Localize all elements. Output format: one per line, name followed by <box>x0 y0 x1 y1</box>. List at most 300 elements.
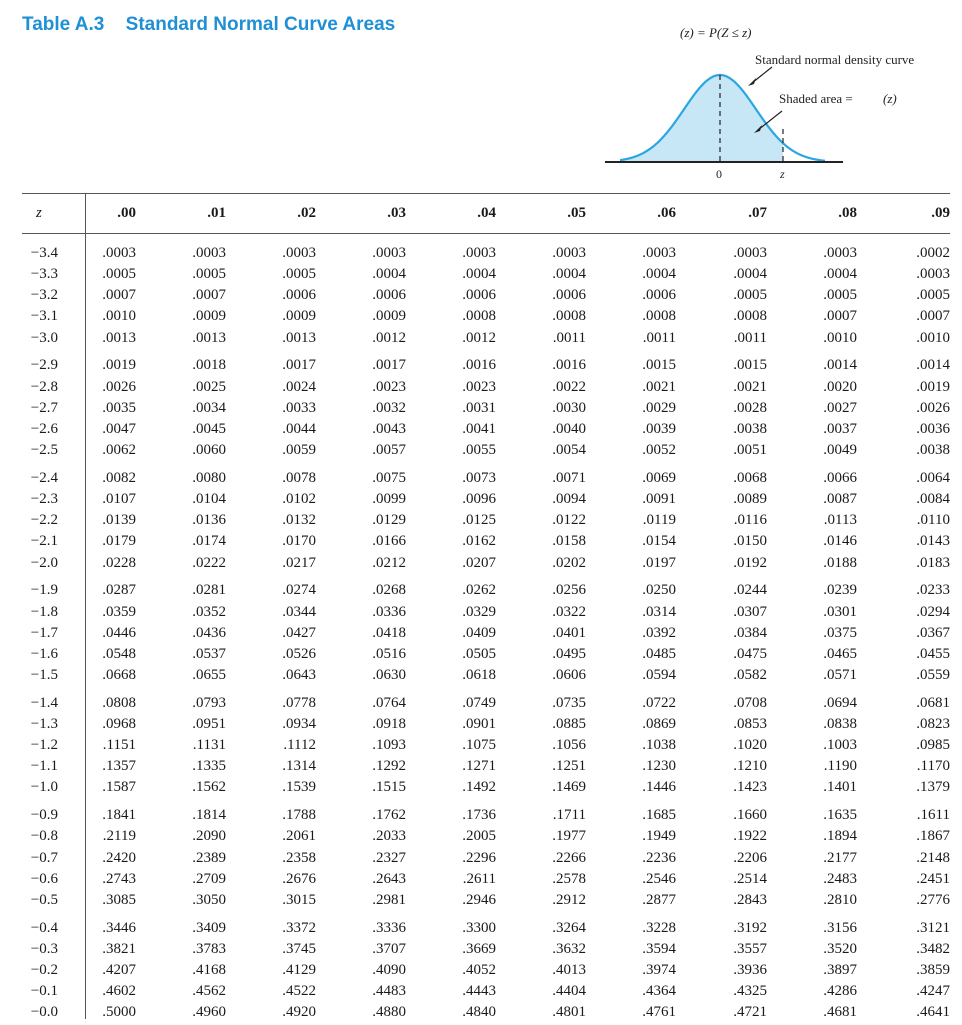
area-value: .2005 <box>462 828 496 845</box>
area-value: .3372 <box>282 919 316 936</box>
area-value: .0039 <box>642 420 676 437</box>
area-value: .1314 <box>282 758 316 775</box>
z-value: −2.7 <box>30 399 58 416</box>
area-value: .0057 <box>372 442 406 459</box>
column-header: .05 <box>567 205 586 221</box>
area-value: .0708 <box>733 694 767 711</box>
area-value: .0003 <box>552 245 586 261</box>
area-value: .0008 <box>642 308 676 325</box>
area-value: .0014 <box>916 357 950 374</box>
area-value: .2514 <box>733 870 767 887</box>
area-value: .0078 <box>282 469 316 486</box>
area-value: .0024 <box>282 378 316 395</box>
column-header: .07 <box>748 205 767 221</box>
area-value: .4443 <box>462 983 496 1000</box>
area-value: .0110 <box>916 512 950 529</box>
z-value: −2.1 <box>30 533 58 550</box>
area-value: .2743 <box>102 870 136 887</box>
area-value: .4090 <box>372 962 406 978</box>
table-row <box>22 421 950 442</box>
table-row <box>22 533 950 554</box>
area-value: .4247 <box>916 983 950 1000</box>
area-value: .0968 <box>102 715 136 732</box>
area-value: .0059 <box>282 442 316 459</box>
area-value: .1423 <box>733 779 767 796</box>
area-value: .0025 <box>192 378 226 395</box>
area-value: .0011 <box>552 329 586 346</box>
area-value: .3859 <box>916 962 950 978</box>
area-value: .0630 <box>372 666 406 683</box>
area-value: .4880 <box>372 1004 406 1021</box>
area-value: .0202 <box>552 554 586 571</box>
area-value: .0054 <box>552 442 586 459</box>
area-value: .0010 <box>102 308 136 325</box>
table-row <box>22 646 950 667</box>
area-value: .0003 <box>642 245 676 261</box>
area-value: .4286 <box>823 983 857 1000</box>
table-row <box>22 779 950 800</box>
area-value: .1635 <box>823 807 857 824</box>
table-row <box>22 625 950 646</box>
area-value: .0808 <box>102 694 136 711</box>
area-value: .0031 <box>462 399 496 416</box>
z-value: −0.2 <box>30 962 58 978</box>
area-value: .3300 <box>462 919 496 936</box>
column-header: .06 <box>657 205 676 221</box>
area-value: .3409 <box>192 919 226 936</box>
area-value: .0013 <box>192 329 226 346</box>
area-value: .0006 <box>552 287 586 304</box>
area-value: .4920 <box>282 1004 316 1021</box>
z-value: −0.6 <box>30 870 58 887</box>
area-value: .3594 <box>642 940 676 957</box>
table-row <box>22 400 950 421</box>
area-value: .0009 <box>372 308 406 325</box>
area-value: .2358 <box>282 849 316 866</box>
area-value: .0384 <box>733 624 767 641</box>
area-value: .1170 <box>916 758 950 775</box>
area-value: .0040 <box>552 420 586 437</box>
area-value: .0764 <box>372 694 406 711</box>
area-value: .0066 <box>823 469 857 486</box>
z-value: −3.3 <box>30 266 58 283</box>
area-value: .2206 <box>733 849 767 866</box>
area-value: .0132 <box>282 512 316 529</box>
area-value: .0033 <box>282 399 316 416</box>
table-row <box>22 828 950 849</box>
area-value: .2810 <box>823 891 857 908</box>
area-value: .1711 <box>552 807 586 824</box>
area-value: .1611 <box>916 807 950 824</box>
area-value: .0401 <box>552 624 586 641</box>
table-name: Standard Normal Curve Areas <box>125 14 396 35</box>
area-value: .0012 <box>462 329 496 346</box>
z-value: −1.0 <box>30 779 58 796</box>
normal-curve-figure <box>600 15 955 190</box>
area-value: .0244 <box>733 582 767 599</box>
table-row <box>22 491 950 512</box>
area-value: .0091 <box>642 491 676 508</box>
area-value: .0129 <box>372 512 406 529</box>
area-value: .2709 <box>192 870 226 887</box>
table-row <box>22 245 950 266</box>
table-row <box>22 850 950 871</box>
area-value: .0537 <box>192 645 226 662</box>
area-value: .0793 <box>192 694 226 711</box>
area-value: .0032 <box>372 399 406 416</box>
table-row <box>22 512 950 533</box>
area-value: .3936 <box>733 962 767 978</box>
area-value: .0006 <box>282 287 316 304</box>
area-value: .0233 <box>916 582 950 599</box>
area-value: .3669 <box>462 940 496 957</box>
area-value: .2266 <box>552 849 586 866</box>
area-value: .0559 <box>916 666 950 683</box>
area-value: .0526 <box>282 645 316 662</box>
table-row <box>22 716 950 737</box>
table-row <box>22 470 950 491</box>
area-value: .3745 <box>282 940 316 957</box>
area-value: .2389 <box>192 849 226 866</box>
area-value: .0367 <box>916 624 950 641</box>
area-value: .0087 <box>823 491 857 508</box>
area-value: .0885 <box>552 715 586 732</box>
area-value: .0722 <box>642 694 676 711</box>
area-value: .4960 <box>192 1004 226 1021</box>
area-value: .1492 <box>462 779 496 796</box>
area-value: .0375 <box>823 624 857 641</box>
area-value: .0008 <box>733 308 767 325</box>
area-value: .0427 <box>282 624 316 641</box>
area-value: .0116 <box>733 512 767 529</box>
area-value: .0571 <box>823 666 857 683</box>
area-value: .0051 <box>733 442 767 459</box>
area-value: .0418 <box>372 624 406 641</box>
area-value: .0643 <box>282 666 316 683</box>
area-value: .0274 <box>282 582 316 599</box>
area-value: .0281 <box>192 582 226 599</box>
area-value: .1210 <box>733 758 767 775</box>
table-row <box>22 737 950 758</box>
area-value: .2177 <box>823 849 857 866</box>
area-value: .0004 <box>552 266 586 283</box>
area-value: .0082 <box>102 469 136 486</box>
area-value: .1075 <box>462 737 496 754</box>
area-value: .1515 <box>372 779 406 796</box>
area-value: .1251 <box>552 758 586 775</box>
z-value: −3.1 <box>30 308 58 325</box>
area-value: .0869 <box>642 715 676 732</box>
area-value: .4168 <box>192 962 226 978</box>
area-value: .4013 <box>552 962 586 978</box>
area-value: .0017 <box>282 357 316 374</box>
column-header: .02 <box>297 205 316 221</box>
area-value: .0017 <box>372 357 406 374</box>
area-value: .0023 <box>372 378 406 395</box>
column-header: .03 <box>387 205 406 221</box>
table-row <box>22 758 950 779</box>
area-value: .0287 <box>102 582 136 599</box>
area-value: .4721 <box>733 1004 767 1021</box>
area-value: .0250 <box>642 582 676 599</box>
area-value: .2483 <box>823 870 857 887</box>
area-value: .1788 <box>282 807 316 824</box>
z-value: −0.7 <box>30 849 58 866</box>
area-value: .0060 <box>192 442 226 459</box>
area-value: .0044 <box>282 420 316 437</box>
area-value: .0336 <box>372 603 406 620</box>
table-row <box>22 871 950 892</box>
area-value: .2296 <box>462 849 496 866</box>
area-value: .0062 <box>102 442 136 459</box>
area-value: .0004 <box>733 266 767 283</box>
area-value: .2611 <box>462 870 496 887</box>
area-value: .1539 <box>282 779 316 796</box>
area-value: .2643 <box>372 870 406 887</box>
shaded-symbol: (z) <box>883 91 897 106</box>
area-value: .0026 <box>916 399 950 416</box>
area-value: .3156 <box>823 919 857 936</box>
column-header: .01 <box>207 205 226 221</box>
area-value: .1814 <box>192 807 226 824</box>
table-row <box>22 442 950 463</box>
area-value: .0005 <box>282 266 316 283</box>
table-top-rule <box>22 193 950 194</box>
area-value: .0162 <box>462 533 496 550</box>
area-value: .0018 <box>192 357 226 374</box>
area-value: .0951 <box>192 715 226 732</box>
area-value: .0166 <box>372 533 406 550</box>
area-value: .0322 <box>552 603 586 620</box>
area-value: .0035 <box>102 399 136 416</box>
area-value: .2451 <box>916 870 950 887</box>
header-rule <box>22 233 950 234</box>
shaded-label: Shaded area = <box>779 91 853 106</box>
area-value: .1335 <box>192 758 226 775</box>
area-value: .0228 <box>102 554 136 571</box>
area-value: .2946 <box>462 891 496 908</box>
area-value: .0080 <box>192 469 226 486</box>
area-value: .0901 <box>462 715 496 732</box>
z-value: −3.0 <box>30 329 58 346</box>
area-value: .3015 <box>282 891 316 908</box>
area-value: .0222 <box>192 554 226 571</box>
area-value: .0188 <box>823 554 857 571</box>
area-value: .0694 <box>823 694 857 711</box>
area-value: .0475 <box>733 645 767 662</box>
area-value: .0329 <box>462 603 496 620</box>
area-value: .0047 <box>102 420 136 437</box>
z-value: −2.2 <box>30 512 58 529</box>
area-value: .1922 <box>733 828 767 845</box>
area-value: .1469 <box>552 779 586 796</box>
area-value: .0003 <box>823 245 857 261</box>
area-value: .0064 <box>916 469 950 486</box>
table-row <box>22 604 950 625</box>
area-value: .1056 <box>552 737 586 754</box>
area-value: .0013 <box>102 329 136 346</box>
table-title <box>22 14 395 36</box>
area-value: .0005 <box>192 266 226 283</box>
z-value: −2.6 <box>30 420 58 437</box>
area-value: .2061 <box>282 828 316 845</box>
area-value: .2148 <box>916 849 950 866</box>
area-value: .0041 <box>462 420 496 437</box>
table-row <box>22 941 950 962</box>
area-value: .1562 <box>192 779 226 796</box>
area-value: .1660 <box>733 807 767 824</box>
area-value: .4840 <box>462 1004 496 1021</box>
table-row <box>22 379 950 400</box>
area-value: .0003 <box>282 245 316 261</box>
area-value: .0004 <box>462 266 496 283</box>
area-value: .0436 <box>192 624 226 641</box>
z-value: −0.8 <box>30 828 58 845</box>
area-value: .0207 <box>462 554 496 571</box>
area-value: .0778 <box>282 694 316 711</box>
table-row <box>22 892 950 913</box>
z-value: −3.2 <box>30 287 58 304</box>
area-value: .4364 <box>642 983 676 1000</box>
area-value: .0934 <box>282 715 316 732</box>
area-value: .0294 <box>916 603 950 620</box>
area-value: .0037 <box>823 420 857 437</box>
area-value: .0008 <box>552 308 586 325</box>
area-value: .0183 <box>916 554 950 571</box>
area-value: .1151 <box>102 737 136 754</box>
area-value: .0409 <box>462 624 496 641</box>
area-value: .0075 <box>372 469 406 486</box>
area-value: .0023 <box>462 378 496 395</box>
area-value: .0021 <box>642 378 676 395</box>
table-row <box>22 807 950 828</box>
area-value: .0918 <box>372 715 406 732</box>
area-value: .0009 <box>192 308 226 325</box>
area-value: .0028 <box>733 399 767 416</box>
z-value: −2.0 <box>30 554 58 571</box>
z-value: −1.6 <box>30 645 58 662</box>
z-value: −1.2 <box>30 737 58 754</box>
area-value: .0392 <box>642 624 676 641</box>
area-value: .0012 <box>372 329 406 346</box>
area-value: .3446 <box>102 919 136 936</box>
area-value: .0102 <box>282 491 316 508</box>
area-value: .0239 <box>823 582 857 599</box>
area-value: .1401 <box>823 779 857 796</box>
z-value: −1.1 <box>30 758 58 775</box>
area-value: .3632 <box>552 940 586 957</box>
area-value: .0139 <box>102 512 136 529</box>
area-value: .0143 <box>916 533 950 550</box>
table-row <box>22 962 950 983</box>
area-value: .1230 <box>642 758 676 775</box>
normal-curve-diagram <box>600 15 955 190</box>
area-value: .0011 <box>733 329 767 346</box>
area-value: .0013 <box>282 329 316 346</box>
area-value: .4483 <box>372 983 406 1000</box>
z-value: −1.5 <box>30 666 58 683</box>
area-value: .0038 <box>916 442 950 459</box>
area-value: .1867 <box>916 828 950 845</box>
area-value: .1020 <box>733 737 767 754</box>
area-value: .3482 <box>916 940 950 957</box>
area-value: .0084 <box>916 491 950 508</box>
area-value: .0015 <box>733 357 767 374</box>
z-value: −1.3 <box>30 715 58 732</box>
area-value: .0006 <box>372 287 406 304</box>
area-value: .0212 <box>372 554 406 571</box>
area-value: .0071 <box>552 469 586 486</box>
area-value: .0038 <box>733 420 767 437</box>
table-row <box>22 555 950 576</box>
area-value: .1003 <box>823 737 857 754</box>
area-value: .3557 <box>733 940 767 957</box>
area-value: .2090 <box>192 828 226 845</box>
table-row <box>22 695 950 716</box>
area-value: .1379 <box>916 779 950 796</box>
area-value: .0010 <box>916 329 950 346</box>
area-value: .0068 <box>733 469 767 486</box>
column-header: .04 <box>477 205 496 221</box>
area-value: .4404 <box>552 983 586 1000</box>
area-value: .4207 <box>102 962 136 978</box>
area-value: .0107 <box>102 491 136 508</box>
area-value: .1762 <box>372 807 406 824</box>
area-value: .0008 <box>462 308 496 325</box>
area-value: .0179 <box>102 533 136 550</box>
area-value: .0122 <box>552 512 586 529</box>
area-value: .1112 <box>283 737 316 754</box>
area-value: .2033 <box>372 828 406 845</box>
table-row <box>22 1004 950 1025</box>
area-value: .4761 <box>642 1004 676 1021</box>
area-value: .0009 <box>282 308 316 325</box>
area-value: .0158 <box>552 533 586 550</box>
area-value: .0019 <box>102 357 136 374</box>
area-value: .3085 <box>102 891 136 908</box>
table-row <box>22 667 950 688</box>
area-value: .1736 <box>462 807 496 824</box>
area-value: .0005 <box>102 266 136 283</box>
area-value: .0016 <box>462 357 496 374</box>
area-value: .3192 <box>733 919 767 936</box>
area-value: .0002 <box>916 245 950 261</box>
area-value: .0268 <box>372 582 406 599</box>
area-value: .4681 <box>823 1004 857 1021</box>
area-value: .0150 <box>733 533 767 550</box>
axis-z-label: z <box>780 167 785 181</box>
area-value: .4602 <box>102 983 136 1000</box>
area-value: .0049 <box>823 442 857 459</box>
area-value: .0170 <box>282 533 316 550</box>
area-value: .0307 <box>733 603 767 620</box>
area-value: .4522 <box>282 983 316 1000</box>
table-row <box>22 308 950 329</box>
area-value: .0021 <box>733 378 767 395</box>
area-value: .4641 <box>916 1004 950 1021</box>
z-value: −0.1 <box>30 983 58 1000</box>
area-value: .0197 <box>642 554 676 571</box>
z-value: −0.9 <box>30 807 58 824</box>
area-value: .0094 <box>552 491 586 508</box>
table-row <box>22 357 950 378</box>
z-value: −1.8 <box>30 603 58 620</box>
area-value: .2119 <box>102 828 136 845</box>
table-row <box>22 330 950 351</box>
area-value: .0036 <box>916 420 950 437</box>
area-value: .2236 <box>642 849 676 866</box>
area-value: .0217 <box>282 554 316 571</box>
